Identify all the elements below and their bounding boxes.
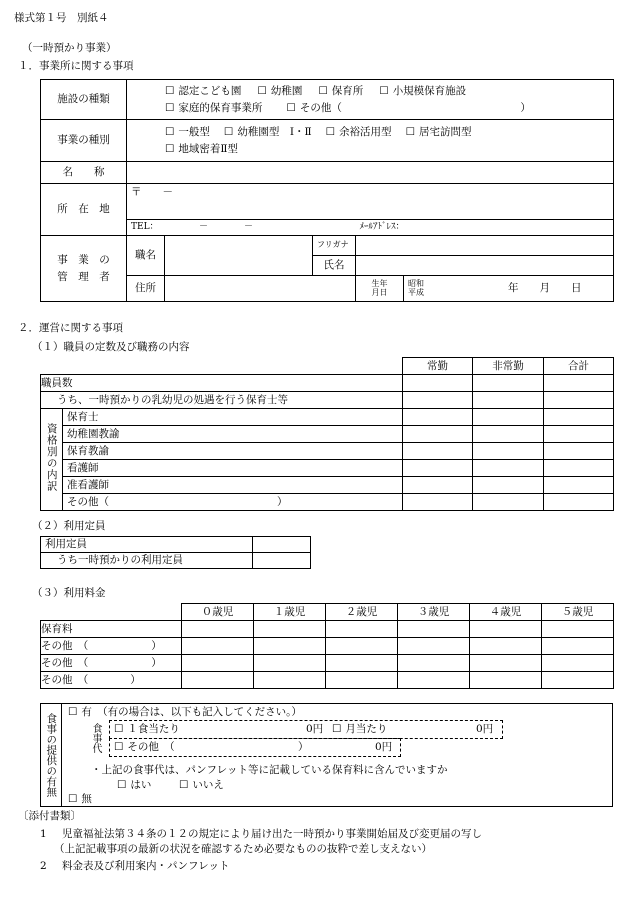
checkbox-option[interactable]: ☐ その他（ ） (286, 102, 530, 115)
fees-table (40, 603, 614, 689)
ymd-label: 年 月 日 (508, 282, 582, 295)
postal-field[interactable]: 〒 － (127, 184, 614, 220)
checkbox-option[interactable]: ☐ 地域密着Ⅱ型 (165, 143, 238, 156)
staff-cell[interactable] (473, 443, 544, 460)
staff-cell[interactable] (544, 460, 614, 477)
checkbox-option[interactable]: ☐ 小規模保育施設 (379, 85, 466, 98)
attachments-title: 〔添付書類〕 (18, 810, 81, 822)
staff-table (40, 357, 614, 511)
fee-cell[interactable] (182, 638, 254, 655)
fee-cell[interactable] (542, 638, 614, 655)
manager-label: 事 業 の 管 理 者 (41, 236, 127, 302)
fee-cell[interactable] (254, 672, 326, 689)
staff-cell[interactable] (403, 494, 473, 511)
fee-header: ０歳児 (182, 604, 254, 621)
staff-sub-label: うち、一時預かりの乳幼児の処遇を行う保育士等 (41, 392, 403, 409)
fee-cell[interactable] (470, 638, 542, 655)
checkbox-option[interactable]: ☐ 余裕活用型 (326, 126, 392, 139)
checkbox-option[interactable]: ☐ 家庭的保育事業所 (165, 102, 262, 115)
fees-title: （３）利用料金 (32, 587, 106, 599)
meal-cost-row2 (109, 738, 401, 757)
temp-capacity-label: うち一時預かりの利用定員 (41, 553, 253, 569)
full-name-label: 氏名 (313, 256, 356, 276)
qualification-label: 資格別の内訳 (41, 409, 63, 511)
checkbox-option[interactable]: ☐ 認定こども園 (165, 85, 241, 98)
staff-cell[interactable] (473, 375, 544, 392)
fee-header: ４歳児 (470, 604, 542, 621)
qual-row-label: 保育士 (63, 409, 403, 426)
staff-cell[interactable] (403, 443, 473, 460)
fee-cell[interactable] (470, 621, 542, 638)
staff-cell[interactable] (403, 409, 473, 426)
fee-row-label: 保育料 (41, 621, 182, 638)
full-name-field[interactable] (356, 256, 614, 276)
staff-cell[interactable] (403, 426, 473, 443)
form-id: 様式第１号 別紙４ (14, 12, 109, 24)
qual-row-label: 保育教諭 (63, 443, 403, 460)
fee-cell[interactable] (182, 655, 254, 672)
tel-field[interactable]: TEL： － － (127, 220, 356, 236)
fee-row-label: その他 （ ） (41, 672, 182, 689)
staff-cell[interactable] (403, 477, 473, 494)
capacity-cell[interactable] (253, 553, 311, 569)
capacity-table (40, 536, 311, 569)
staff-cell[interactable] (544, 443, 614, 460)
fee-header: ２歳児 (326, 604, 398, 621)
staff-cell[interactable] (473, 460, 544, 477)
other-close: ） (298, 741, 309, 753)
fee-cell[interactable] (326, 672, 398, 689)
facility-type-label: 施設の種類 (41, 80, 127, 120)
email-field[interactable]: ﾒｰﾙｱﾄﾞﾚｽ： (356, 220, 614, 236)
fee-cell[interactable] (542, 621, 614, 638)
name-field[interactable] (127, 162, 614, 184)
attachment-1-number: 1 (40, 828, 47, 840)
staff-header-fulltime: 常勤 (403, 358, 473, 375)
business-type-options (127, 120, 614, 162)
name-label: 名 称 (41, 162, 127, 184)
checkbox-option[interactable]: ☐ 保育所 (318, 85, 363, 98)
fee-cell[interactable] (542, 655, 614, 672)
qual-row-label: 看護師 (63, 460, 403, 477)
birthdate-field[interactable] (404, 276, 614, 302)
checkbox-option[interactable]: ☐ 一般型 (165, 126, 210, 139)
facility-type-options (127, 80, 614, 120)
staff-cell[interactable] (403, 392, 473, 409)
capacity-title: （２）利用定員 (32, 520, 106, 532)
fee-cell[interactable] (398, 638, 470, 655)
checkbox-option[interactable]: ☐ 幼稚園 (257, 85, 302, 98)
section2-title: ２．運営に関する事項 (18, 322, 123, 334)
staff-cell[interactable] (473, 409, 544, 426)
staff-header-total: 合計 (544, 358, 614, 375)
meal-cost-row1 (109, 720, 503, 739)
staff-title: （１）職員の定数及び職務の内容 (32, 341, 190, 353)
staff-cell[interactable] (544, 494, 614, 511)
capacity-cell[interactable] (253, 537, 311, 553)
attachment-2: 料金表及び利用案内・パンフレット (62, 860, 230, 872)
qual-row-label: その他（ ） (63, 494, 403, 511)
business-type-label: 事業の種別 (41, 120, 127, 162)
fee-cell[interactable] (542, 672, 614, 689)
checkbox-option[interactable]: ☐ 幼稚園型 Ⅰ・Ⅱ (224, 126, 312, 139)
included-question: ・上記の食事代は、パンフレット等に記載している保育料に含んでいますか (91, 764, 448, 776)
other-option[interactable]: ☐ その他 （ (114, 741, 175, 754)
staff-header-parttime: 非常勤 (473, 358, 544, 375)
fee-cell[interactable] (326, 638, 398, 655)
fee-header: １歳児 (254, 604, 326, 621)
staff-count-label: 職員数 (41, 375, 403, 392)
fee-cell[interactable] (254, 638, 326, 655)
address-label: 所 在 地 (41, 184, 127, 236)
job-title-field[interactable] (165, 236, 313, 276)
era-label: 昭和 平成 (408, 279, 424, 297)
staff-cell[interactable] (403, 375, 473, 392)
fee-cell[interactable] (326, 655, 398, 672)
other-yen[interactable]: 0円 (375, 741, 393, 753)
fee-cell[interactable] (254, 655, 326, 672)
birthdate-label: 生年 月日 (356, 276, 404, 302)
facility-info-table (40, 79, 614, 302)
staff-cell[interactable] (544, 477, 614, 494)
meal-cost-label: 食事代 (90, 723, 101, 753)
staff-cell[interactable] (473, 392, 544, 409)
capacity-label: 利用定員 (41, 537, 253, 553)
staff-cell[interactable] (544, 392, 614, 409)
fee-cell[interactable] (398, 655, 470, 672)
per-meal-option[interactable]: ☐ １食当たり (114, 723, 180, 736)
furigana-label: フリガナ (313, 236, 356, 256)
per-month-option[interactable]: ☐ 月当たり (332, 723, 387, 736)
fee-row-label: その他 （ ） (41, 638, 182, 655)
form-subtitle: （一時預かり事業） (22, 42, 117, 54)
qual-row-label: 幼稚園教諭 (63, 426, 403, 443)
per-meal-yen[interactable]: 0円 (306, 723, 324, 735)
fee-cell[interactable] (398, 621, 470, 638)
attachment-2-number: 2 (40, 860, 47, 872)
included-yes-option[interactable]: ☐ はい (117, 779, 151, 792)
section1-title: １．事業所に関する事項 (18, 60, 134, 72)
job-title-label: 職名 (127, 236, 165, 276)
meal-yes-option[interactable]: ☐ 有 （有の場合は、以下も記入してください。） (68, 706, 302, 719)
fee-cell[interactable] (182, 621, 254, 638)
staff-cell[interactable] (544, 375, 614, 392)
fee-cell[interactable] (470, 672, 542, 689)
attachment-1: 児童福祉法第３４条の１２の規定により届け出た一時預かり事業開始届及び変更届の写し (62, 828, 482, 840)
staff-cell[interactable] (403, 460, 473, 477)
qual-row-label: 准看護師 (63, 477, 403, 494)
fee-cell[interactable] (254, 621, 326, 638)
meal-no-option[interactable]: ☐ 無 (68, 793, 92, 806)
per-month-yen[interactable]: 0円 (476, 723, 494, 735)
furigana-field[interactable] (356, 236, 614, 256)
fee-cell[interactable] (182, 672, 254, 689)
staff-cell[interactable] (544, 409, 614, 426)
fee-row-label: その他 （ ） (41, 655, 182, 672)
staff-cell[interactable] (473, 477, 544, 494)
meal-box (40, 703, 613, 807)
fee-cell[interactable] (398, 672, 470, 689)
residence-field[interactable] (165, 276, 356, 302)
residence-label: 住所 (127, 276, 165, 302)
fee-header: ５歳児 (542, 604, 614, 621)
meal-label: 食事の提供の有無 (41, 704, 62, 806)
fee-cell[interactable] (326, 621, 398, 638)
fee-cell[interactable] (470, 655, 542, 672)
attachment-1-note: （上記記載事項の最新の状況を確認するため必要なものの抜粋で差し支えない） (54, 843, 432, 855)
fee-header: ３歳児 (398, 604, 470, 621)
staff-cell[interactable] (544, 426, 614, 443)
checkbox-option[interactable]: ☐ 居宅訪問型 (406, 126, 472, 139)
staff-cell[interactable] (473, 426, 544, 443)
staff-cell[interactable] (473, 494, 544, 511)
included-no-option[interactable]: ☐ いいえ (179, 779, 224, 792)
